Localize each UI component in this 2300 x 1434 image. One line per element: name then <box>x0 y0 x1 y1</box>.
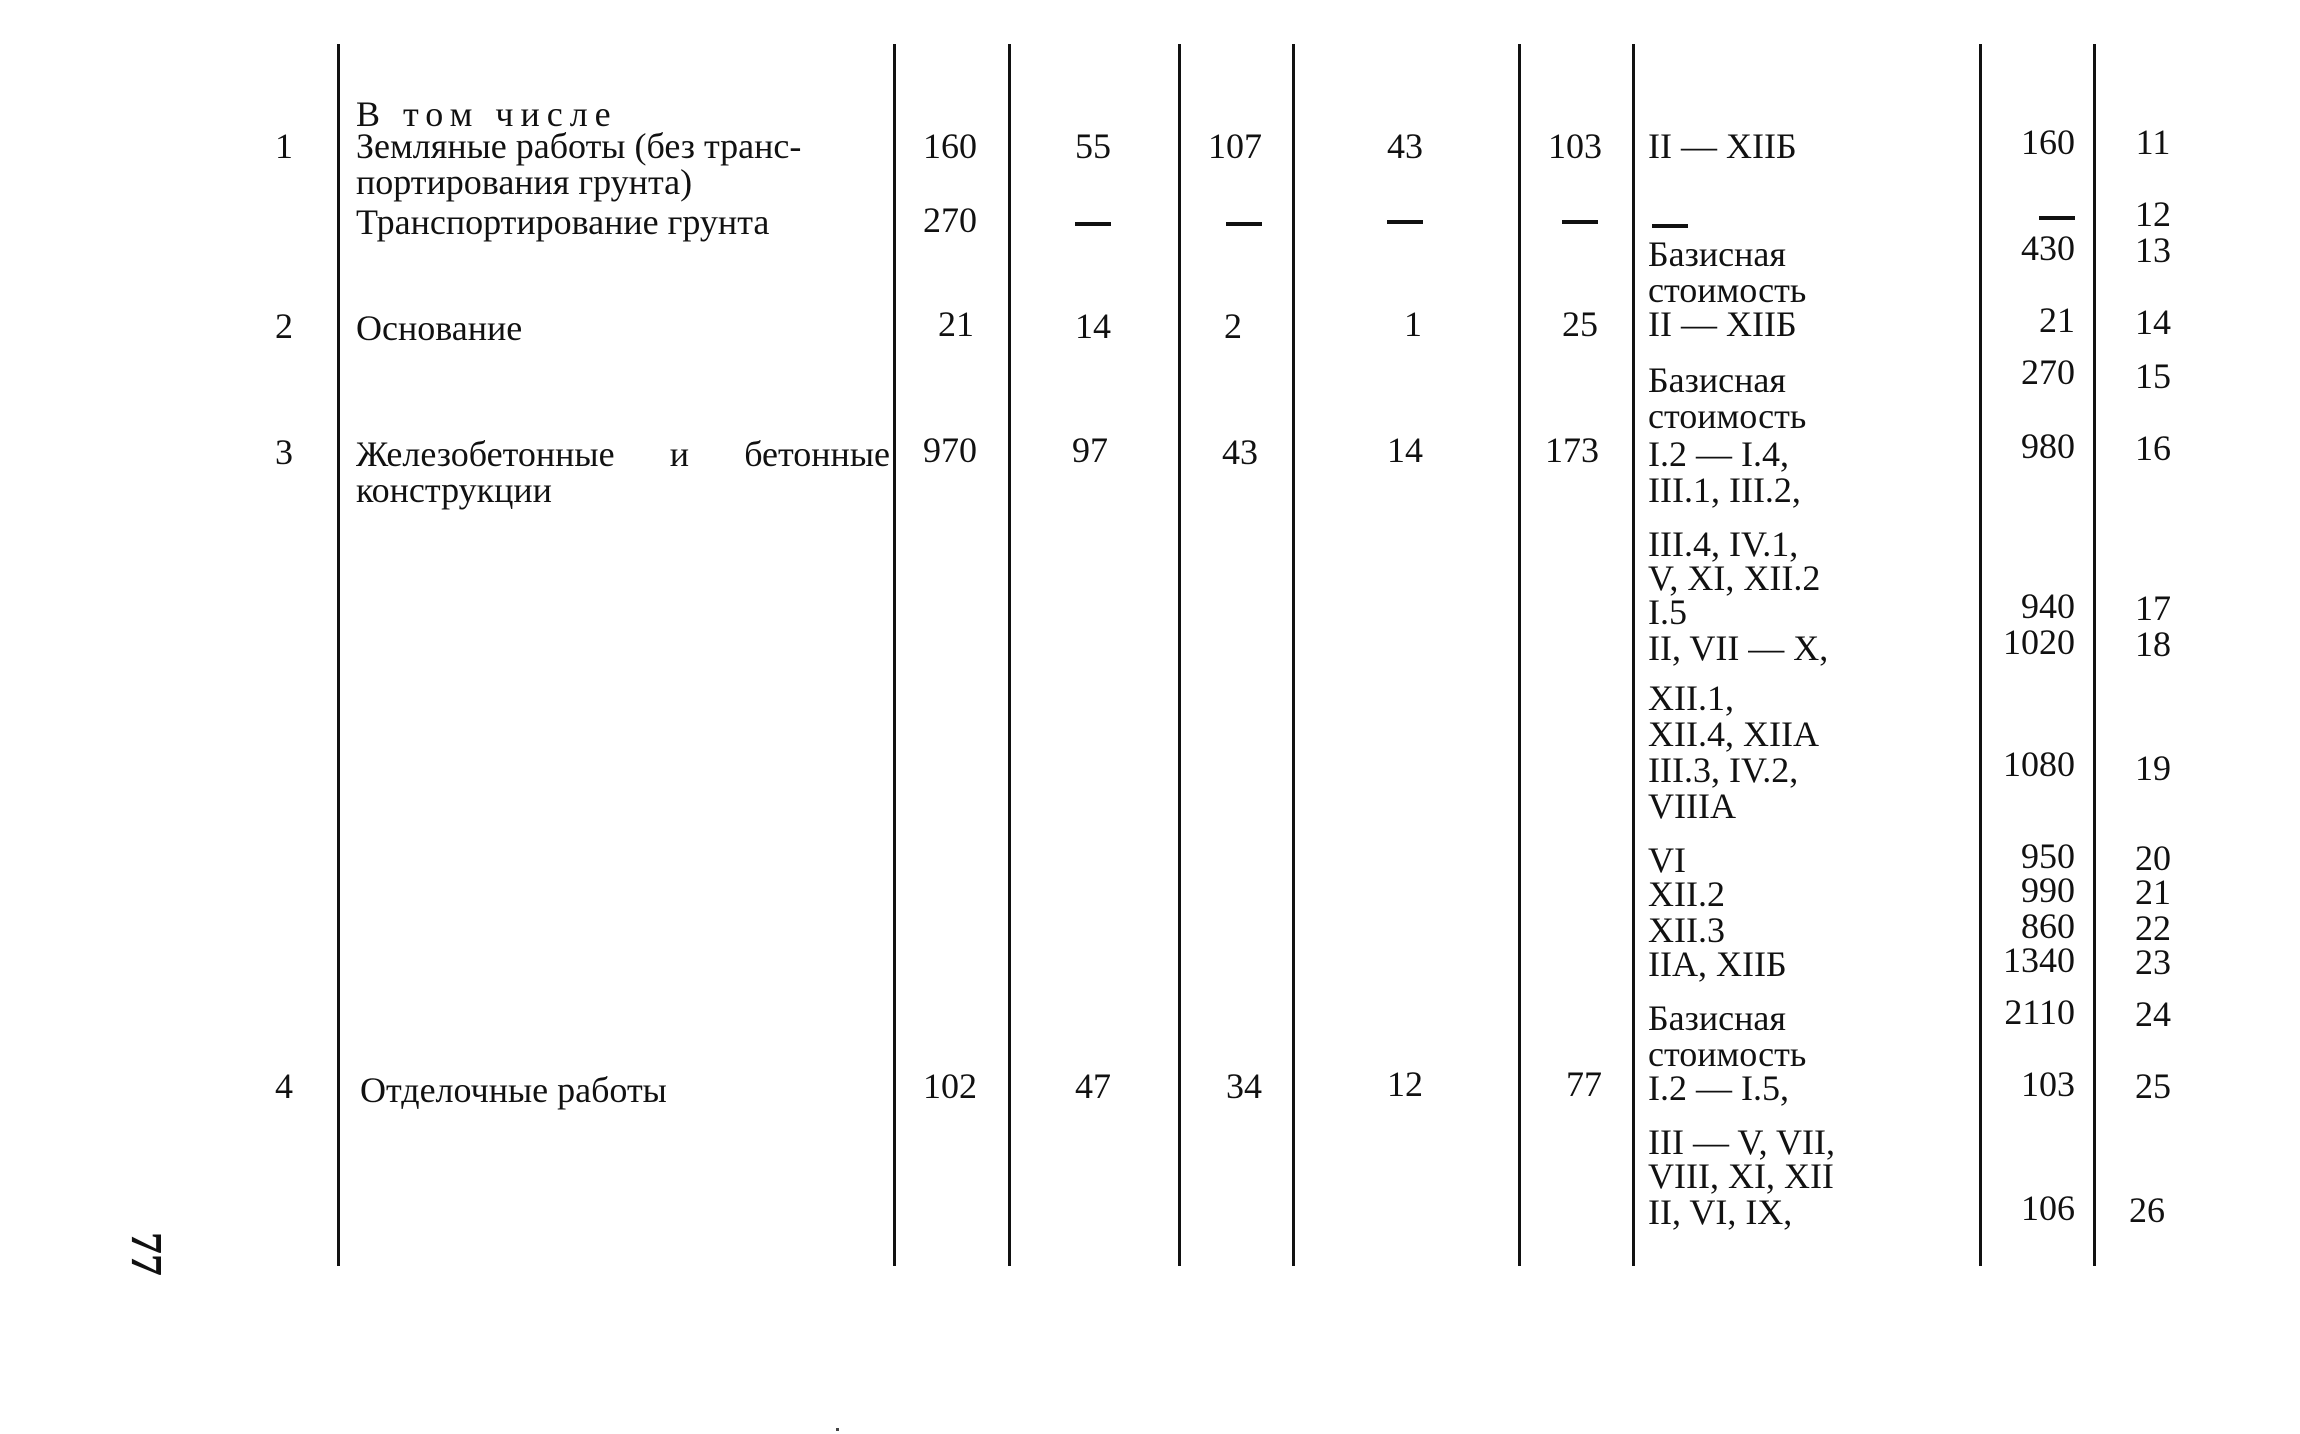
cell-value-col4: 1 <box>1404 304 1422 344</box>
cell-value-col1: 270 <box>923 200 977 240</box>
cell-value-col3: 43 <box>1222 432 1258 472</box>
region-value: 430 <box>2021 228 2075 268</box>
work-name: Железобетонные и бетонные <box>356 434 890 474</box>
region-value: 106 <box>2021 1188 2075 1228</box>
work-name-continued: портирования грунта) <box>356 162 693 202</box>
cell-value-col5: 173 <box>1545 430 1599 470</box>
region-value: 21 <box>2039 300 2075 340</box>
page-number: 77 <box>122 1232 171 1276</box>
line-index: 15 <box>2135 356 2171 396</box>
work-name: Транспортирование грунта <box>356 202 770 242</box>
value-dash <box>2039 196 2075 232</box>
region-value: 940 <box>2021 586 2075 626</box>
region-text: II, VII — X, <box>1648 628 1829 668</box>
table-rule-1 <box>337 44 340 1266</box>
cell-value-col5: 103 <box>1548 126 1602 166</box>
cell-value-col2: 97 <box>1072 430 1108 470</box>
region-text: I.2 — I.5, <box>1648 1068 1789 1108</box>
region-text-line: VIII, XI, XII <box>1648 1156 1834 1196</box>
cell-value-col2: 47 <box>1075 1066 1111 1106</box>
line-index: 16 <box>2135 428 2171 468</box>
work-name: Основание <box>356 308 523 348</box>
cell-dash-col4 <box>1387 200 1423 236</box>
region-text-line: VIIIA <box>1648 786 1736 826</box>
line-index: 14 <box>2135 302 2171 342</box>
cell-value-col1: 970 <box>923 430 977 470</box>
line-index: 24 <box>2135 994 2171 1034</box>
region-text: III.3, IV.2, <box>1648 750 1799 790</box>
line-index: 26 <box>2129 1190 2165 1230</box>
cell-value-col1: 160 <box>923 126 977 166</box>
region-value: 2110 <box>2004 992 2075 1032</box>
region-value: 950 <box>2021 836 2075 876</box>
region-text: II — XIIБ <box>1648 126 1797 166</box>
line-index: 11 <box>2135 122 2171 162</box>
cell-value-col5: 77 <box>1566 1064 1602 1104</box>
line-index: 13 <box>2135 230 2171 270</box>
region-value: 270 <box>2021 352 2075 392</box>
line-index: 18 <box>2135 624 2171 664</box>
cell-value-col3: 2 <box>1224 306 1242 346</box>
region-value: 1340 <box>2003 940 2075 980</box>
cell-value-col2: 55 <box>1075 126 1111 166</box>
region-text: Базисная <box>1648 360 1786 400</box>
cell-dash-col2 <box>1075 202 1111 238</box>
table-rule-2 <box>893 44 896 1266</box>
region-text: Базисная <box>1648 998 1786 1038</box>
line-index: 25 <box>2135 1066 2171 1106</box>
line-index: 22 <box>2135 908 2171 948</box>
region-text-continued: стоимость <box>1648 270 1807 310</box>
region-value: 160 <box>2021 122 2075 162</box>
region-value: 860 <box>2021 906 2075 946</box>
line-index: 19 <box>2135 748 2171 788</box>
region-text: II — XIIБ <box>1648 304 1797 344</box>
cell-value-col4: 43 <box>1387 126 1423 166</box>
cell-dash-col5 <box>1562 200 1598 236</box>
cell-value-col5: 25 <box>1562 304 1598 344</box>
work-name-continued: конструкции <box>356 470 552 510</box>
row-number: 3 <box>275 432 293 472</box>
region-text: XII.2 <box>1648 874 1725 914</box>
region-value: 103 <box>2021 1064 2075 1104</box>
region-text-line: XII.1, <box>1648 678 1734 718</box>
table-rule-7 <box>1632 44 1635 1266</box>
cell-value-col2: 14 <box>1075 306 1111 346</box>
region-text-line: XII.4, XIIA <box>1648 714 1819 754</box>
print-speck <box>836 1428 839 1431</box>
cell-value-col1: 21 <box>938 304 974 344</box>
region-text: XII.3 <box>1648 910 1725 950</box>
region-value: 990 <box>2021 870 2075 910</box>
line-index: 23 <box>2135 942 2171 982</box>
line-index: 12 <box>2135 194 2171 234</box>
region-text-continued: стоимость <box>1648 1034 1807 1074</box>
region-value: 1020 <box>2003 622 2075 662</box>
cell-value-col1: 102 <box>923 1066 977 1106</box>
region-text-line: V, XI, XII.2 <box>1648 558 1821 598</box>
cell-value-col3: 107 <box>1208 126 1262 166</box>
line-index: 20 <box>2135 838 2171 878</box>
region-text: IIA, XIIБ <box>1648 944 1787 984</box>
region-text-continued: стоимость <box>1648 396 1807 436</box>
table-rule-5 <box>1292 44 1295 1266</box>
region-text-line: III — V, VII, <box>1648 1122 1835 1162</box>
cell-dash-col3 <box>1226 202 1262 238</box>
table-rule-8 <box>1979 44 1982 1266</box>
line-index: 17 <box>2135 588 2171 628</box>
region-text: VI <box>1648 840 1686 880</box>
region-value: 980 <box>2021 426 2075 466</box>
table-rule-6 <box>1518 44 1521 1266</box>
line-index: 21 <box>2135 872 2171 912</box>
region-text-line: III.4, IV.1, <box>1648 524 1799 564</box>
cell-value-col4: 12 <box>1387 1064 1423 1104</box>
cell-value-col4: 14 <box>1387 430 1423 470</box>
region-text: I.5 <box>1648 592 1687 632</box>
table-subheading: В том числе <box>356 94 618 134</box>
region-text-line: III.1, III.2, <box>1648 470 1801 510</box>
table-rule-4 <box>1178 44 1181 1266</box>
row-number: 4 <box>275 1066 293 1106</box>
table-rule-9 <box>2093 44 2096 1266</box>
region-text: I.2 — I.4, <box>1648 434 1789 474</box>
row-number: 1 <box>275 126 293 166</box>
region-value: 1080 <box>2003 744 2075 784</box>
cell-value-col3: 34 <box>1226 1066 1262 1106</box>
region-text: II, VI, IX, <box>1648 1192 1793 1232</box>
work-name: Отделочные работы <box>360 1070 667 1110</box>
table-rule-3 <box>1008 44 1011 1266</box>
row-number: 2 <box>275 306 293 346</box>
work-name: Земляные работы (без транс- <box>356 126 802 166</box>
region-text: Базисная <box>1648 234 1786 274</box>
